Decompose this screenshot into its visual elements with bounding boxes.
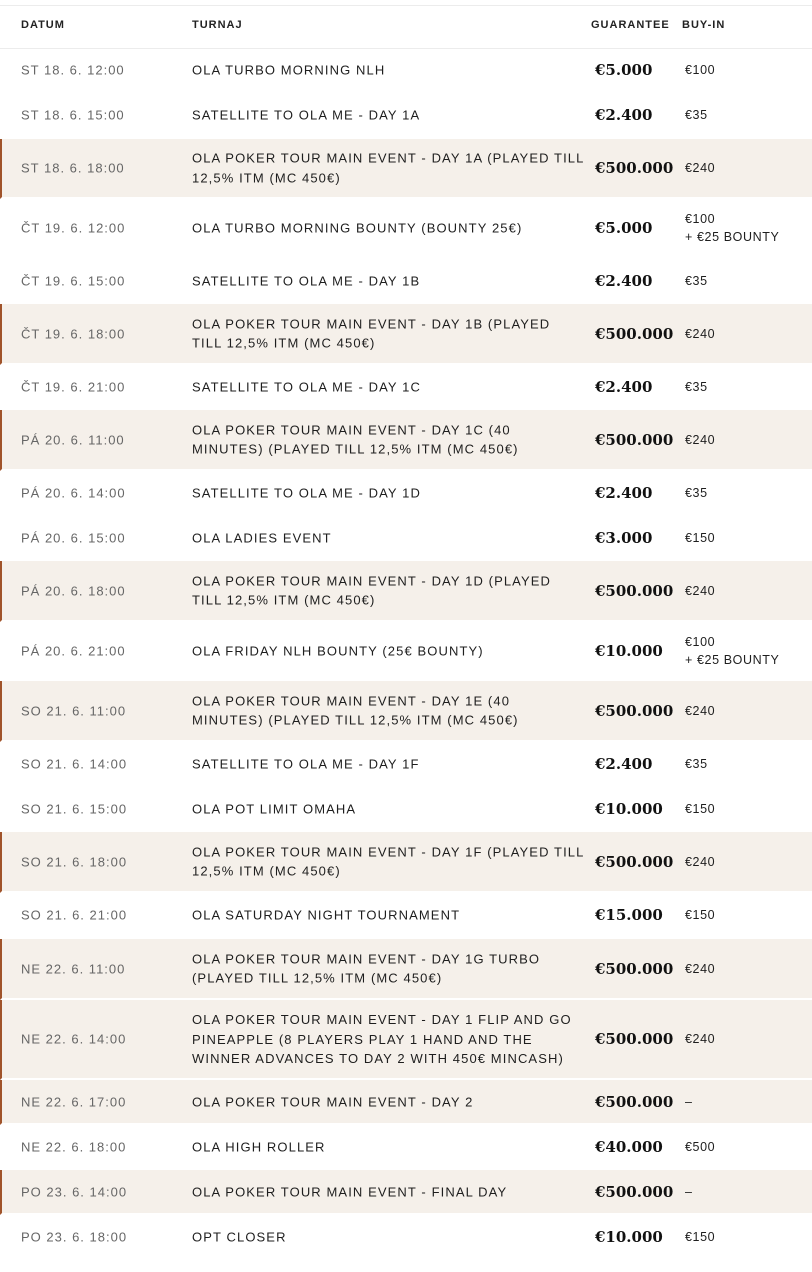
row-buyin: [685, 272, 708, 290]
row-buyin-amount: €240: [685, 703, 716, 718]
row-tournament-name: SATELLITE TO OLA ME - DAY 1F: [192, 755, 420, 771]
row-guarantee: €2.400: [595, 754, 653, 773]
row-tournament-name: OLA SATURDAY NIGHT TOURNAMENT: [192, 907, 461, 923]
table-row: [0, 1125, 812, 1170]
row-tournament-name: OLA POKER TOUR MAIN EVENT - DAY 1G TURBO (PLAYED TILL 12,5% ITM (MC 450€): [192, 951, 541, 986]
row-guarantee: €500.000: [595, 430, 674, 449]
row-tournament-name: OLA POT LIMIT OMAHA: [192, 800, 357, 816]
row-buyin-amount: €35: [685, 108, 708, 122]
row-buyin-amount: €240: [685, 583, 716, 598]
row-date: ČT 19. 6. 21:00: [21, 379, 126, 394]
row-buyin: [685, 61, 715, 79]
header-date: DATUM: [21, 19, 65, 31]
row-buyin-amount: €240: [685, 961, 716, 976]
row-buyin-amount: €100: [685, 63, 716, 77]
row-tournament-name: OLA POKER TOUR MAIN EVENT - DAY 1B (PLAYED TILL 12,5% ITM (MC 450€): [192, 316, 551, 351]
row-date: ST 18. 6. 15:00: [21, 107, 125, 123]
row-guarantee: €500.000: [595, 1182, 674, 1201]
row-tournament-name: OLA POKER TOUR MAIN EVENT - FINAL DAY: [192, 1183, 508, 1199]
row-guarantee: €2.400: [595, 377, 653, 396]
row-guarantee: €500.000: [595, 852, 674, 871]
row-buyin: [685, 325, 715, 343]
table-row: [0, 1215, 812, 1260]
row-date: PÁ 20. 6. 11:00: [21, 432, 125, 447]
row-guarantee: €500.000: [595, 324, 674, 343]
table-row: [0, 410, 812, 471]
row-guarantee: €10.000: [595, 1227, 663, 1246]
row-buyin-amount: €150: [685, 530, 716, 545]
row-buyin-amount: €240: [685, 326, 716, 341]
row-guarantee: €10.000: [595, 799, 663, 818]
row-guarantee: €40.000: [595, 1137, 663, 1156]
table-row: [0, 49, 812, 93]
row-tournament-name: OLA FRIDAY NLH BOUNTY (25€ BOUNTY): [192, 642, 484, 658]
row-buyin: [685, 800, 715, 818]
row-date: ČT 19. 6. 15:00: [21, 273, 126, 288]
row-date: NE 22. 6. 11:00: [21, 961, 126, 976]
table-row: [0, 832, 812, 893]
table-row: [0, 93, 812, 139]
row-buyin: [685, 378, 708, 396]
table-row: [0, 199, 812, 259]
row-buyin: [685, 431, 715, 449]
row-tournament-name: OLA POKER TOUR MAIN EVENT - DAY 1A (PLAYED TILL 12,5% ITM (MC 450€): [192, 150, 584, 185]
row-date: SO 21. 6. 11:00: [21, 703, 127, 718]
row-date: PO 23. 6. 14:00: [21, 1184, 128, 1199]
row-buyin-amount: €500: [685, 1139, 716, 1154]
row-buyin-amount: €240: [685, 432, 716, 447]
row-tournament-name: OLA TURBO MORNING BOUNTY (BOUNTY 25€): [192, 220, 523, 236]
row-guarantee: €15.000: [595, 906, 663, 924]
row-guarantee: €2.400: [595, 483, 653, 502]
row-buyin-amount: €35: [685, 756, 708, 771]
row-date: PÁ 20. 6. 14:00: [21, 485, 126, 500]
row-guarantee: €500.000: [595, 581, 674, 600]
table-row: [0, 304, 812, 365]
row-guarantee: €5.000: [595, 61, 653, 79]
row-tournament-name: OLA POKER TOUR MAIN EVENT - DAY 1C (40 MINUTES) (PLAYED TILL 12,5% ITM (MC 450€): [192, 422, 519, 457]
row-date: ČT 19. 6. 18:00: [21, 326, 126, 341]
row-guarantee: €2.400: [595, 271, 653, 290]
row-date: PÁ 20. 6. 18:00: [21, 583, 126, 598]
row-buyin: [685, 1093, 693, 1111]
row-tournament-name: OLA HIGH ROLLER: [192, 1138, 326, 1154]
row-date: PÁ 20. 6. 15:00: [21, 530, 126, 545]
row-date: NE 22. 6. 17:00: [21, 1094, 127, 1109]
table-body: [0, 49, 812, 1260]
row-guarantee: €3.000: [595, 528, 653, 547]
row-buyin-amount: €150: [685, 801, 716, 816]
row-tournament-name: SATELLITE TO OLA ME - DAY 1A: [192, 107, 421, 123]
row-buyin-amount: €100: [685, 212, 716, 226]
row-buyin-amount: €240: [685, 854, 716, 869]
row-tournament-name: OLA TURBO MORNING NLH: [192, 62, 386, 78]
table-row: [0, 561, 812, 622]
row-buyin: [685, 1030, 715, 1048]
row-buyin: [685, 106, 708, 124]
table-row: [0, 893, 812, 939]
table-row: [0, 1080, 812, 1125]
row-tournament-name: OLA LADIES EVENT: [192, 529, 332, 545]
row-tournament-name: SATELLITE TO OLA ME - DAY 1D: [192, 484, 421, 500]
row-date: SO 21. 6. 18:00: [21, 854, 128, 869]
row-buyin: [685, 484, 708, 502]
row-buyin-amount: €240: [685, 1032, 716, 1046]
row-buyin-amount: €35: [685, 273, 708, 288]
row-date: SO 21. 6. 21:00: [21, 907, 128, 923]
row-date: NE 22. 6. 14:00: [21, 1031, 127, 1047]
row-date: NE 22. 6. 18:00: [21, 1139, 127, 1154]
table-row: [0, 1000, 812, 1080]
header-guarantee: GUARANTEE: [591, 19, 670, 31]
row-buyin: [685, 702, 715, 720]
row-buyin-amount: €150: [685, 1229, 716, 1244]
row-date: PO 23. 6. 18:00: [21, 1229, 128, 1244]
table-row: [0, 1170, 812, 1215]
row-buyin-amount: €100: [685, 634, 716, 649]
row-buyin: [685, 1228, 715, 1246]
row-guarantee: €500.000: [595, 1030, 674, 1048]
table-row: [0, 622, 812, 681]
row-buyin: [685, 853, 715, 871]
row-buyin: [685, 210, 779, 246]
table-header: [0, 5, 812, 49]
table-row: [0, 365, 812, 410]
row-buyin-bounty: + €25 BOUNTY: [685, 652, 780, 667]
row-buyin-amount: €240: [685, 161, 716, 175]
row-guarantee: €500.000: [595, 959, 674, 978]
row-date: SO 21. 6. 14:00: [21, 756, 128, 771]
row-date: ST 18. 6. 18:00: [21, 160, 125, 176]
row-buyin-bounty: + €25 BOUNTY: [685, 230, 780, 244]
row-date: ST 18. 6. 12:00: [21, 62, 125, 78]
row-tournament-name: OLA POKER TOUR MAIN EVENT - DAY 2: [192, 1093, 474, 1109]
row-buyin: [685, 529, 715, 547]
row-date: SO 21. 6. 15:00: [21, 801, 128, 816]
row-buyin: [685, 960, 715, 978]
header-tournament: TURNAJ: [192, 19, 243, 31]
row-buyin: [685, 582, 715, 600]
row-tournament-name: OLA POKER TOUR MAIN EVENT - DAY 1D (PLAYED TILL 12,5% ITM (MC 450€): [192, 573, 552, 608]
row-buyin-amount: €35: [685, 379, 708, 394]
row-buyin: [685, 1183, 693, 1201]
row-date: PÁ 20. 6. 21:00: [21, 643, 126, 658]
row-guarantee: €500.000: [595, 159, 674, 177]
table-row: [0, 939, 812, 1000]
row-buyin: [685, 633, 779, 669]
row-buyin-amount: €150: [685, 908, 716, 922]
row-guarantee: €5.000: [595, 219, 653, 237]
row-buyin-amount: –: [685, 1094, 693, 1109]
row-guarantee: €500.000: [595, 701, 674, 720]
row-guarantee: €500.000: [595, 1092, 674, 1111]
row-buyin: [685, 159, 715, 177]
row-guarantee: €10.000: [595, 641, 663, 660]
row-tournament-name: OPT CLOSER: [192, 1228, 287, 1244]
table-row: [0, 259, 812, 304]
row-buyin-amount: €35: [685, 485, 708, 500]
table-row: [0, 516, 812, 561]
row-buyin: [685, 1138, 715, 1156]
row-tournament-name: OLA POKER TOUR MAIN EVENT - DAY 1 FLIP AND GO PINEAPPLE (8 PLAYERS PLAY 1 HAND AND THE WINNER ADVANCES TO DAY 2 WITH 450€ MINCASH): [192, 1011, 572, 1066]
row-buyin-amount: –: [685, 1184, 693, 1199]
table-row: [0, 787, 812, 832]
table-row: [0, 471, 812, 516]
row-tournament-name: SATELLITE TO OLA ME - DAY 1B: [192, 272, 421, 288]
table-row: [0, 742, 812, 787]
row-date: ČT 19. 6. 12:00: [21, 220, 126, 236]
table-row: [0, 681, 812, 742]
row-buyin: [685, 906, 715, 924]
row-buyin: [685, 755, 708, 773]
row-tournament-name: OLA POKER TOUR MAIN EVENT - DAY 1F (PLAYED TILL 12,5% ITM (MC 450€): [192, 844, 584, 879]
row-tournament-name: OLA POKER TOUR MAIN EVENT - DAY 1E (40 MINUTES) (PLAYED TILL 12,5% ITM (MC 450€): [192, 693, 519, 728]
table-row: [0, 139, 812, 199]
row-guarantee: €2.400: [595, 106, 653, 124]
row-tournament-name: SATELLITE TO OLA ME - DAY 1C: [192, 378, 421, 394]
header-buyin: BUY-IN: [682, 19, 726, 31]
